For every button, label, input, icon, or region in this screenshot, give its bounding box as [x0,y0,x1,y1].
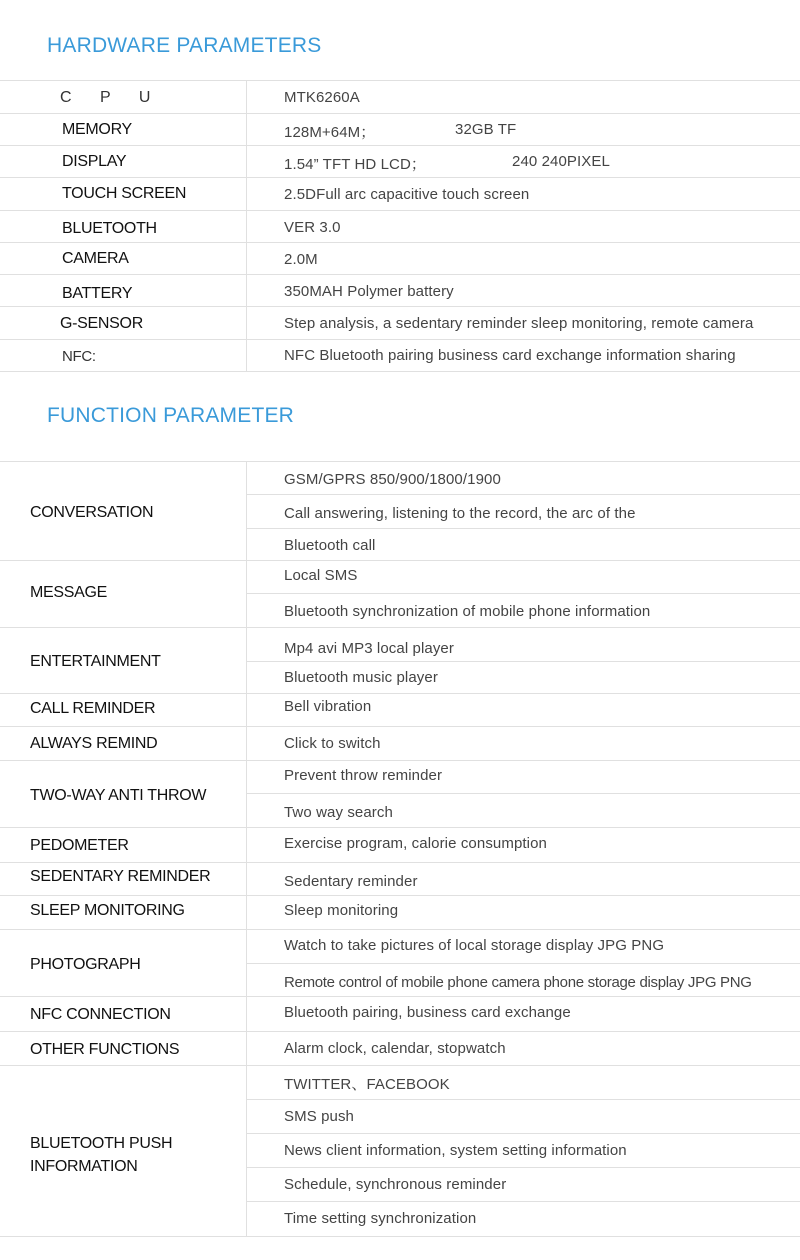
row-label: TWO-WAY ANTI THROW [30,787,207,804]
row-label: NFC: [62,348,96,365]
row-value: Click to switch [284,735,381,752]
row-value: Remote control of mobile phone camera phone storage display JPG PNG [284,974,752,991]
table-divider [0,80,800,81]
row-value-secondary: 32GB TF [455,121,517,138]
row-label: G-SENSOR [60,315,143,332]
row-value: Prevent throw reminder [284,767,443,784]
row-label: PEDOMETER [30,837,129,854]
row-value-secondary: 240 240PIXEL [512,153,610,170]
table-subdivider [247,793,800,794]
row-label: CALL REMINDER [30,700,156,717]
row-label: MEMORY [62,121,132,138]
table-divider [0,862,800,863]
row-value: VER 3.0 [284,219,341,236]
row-value: Watch to take pictures of local storage display JPG PNG [284,937,665,954]
row-value: Bluetooth synchronization of mobile phone information [284,603,651,620]
row-value: NFC Bluetooth pairing business card exchange information sharing [284,347,736,364]
function-section-title: FUNCTION PARAMETER [47,404,295,427]
row-value: 1.54” TFT HD LCD； [284,156,427,173]
table-subdivider [247,593,800,594]
row-value: Sleep monitoring [284,902,399,919]
row-label: BLUETOOTH PUSH [30,1135,173,1152]
row-value: Sedentary reminder [284,873,418,890]
table-subdivider [247,1099,800,1100]
table-divider [0,827,800,828]
row-value: Step analysis, a sedentary reminder sleep monitoring, remote camera [284,315,754,332]
column-divider [246,461,247,1236]
row-value: 2.0M [284,251,318,268]
table-divider [0,306,800,307]
table-subdivider [247,528,800,529]
row-value: MTK6260A [284,89,360,106]
table-subdivider [247,1201,800,1202]
table-divider [0,274,800,275]
row-value: Alarm clock, calendar, stopwatch [284,1040,506,1057]
table-divider [0,1236,800,1237]
row-value: Mp4 avi MP3 local player [284,640,454,657]
table-divider [0,560,800,561]
row-label: ALWAYS REMIND [30,735,158,752]
row-value: Bluetooth music player [284,669,438,686]
table-divider [0,726,800,727]
table-divider [0,1031,800,1032]
row-value: Call answering, listening to the record, the arc of the [284,505,636,522]
row-label: ENTERTAINMENT [30,653,161,670]
row-value: 350MAH Polymer battery [284,283,454,300]
row-label-line2: INFORMATION [30,1158,138,1175]
row-value: News client information, system setting information [284,1142,627,1159]
table-divider [0,929,800,930]
table-subdivider [247,1167,800,1168]
row-value: 2.5DFull arc capacitive touch screen [284,186,530,203]
table-divider [0,996,800,997]
row-value: Bell vibration [284,698,372,715]
row-value: Time setting synchronization [284,1210,477,1227]
row-label: BATTERY [62,285,133,302]
table-divider [0,339,800,340]
row-value: Bluetooth pairing, business card exchange [284,1004,571,1021]
row-label: CAMERA [62,250,129,267]
row-label: SLEEP MONITORING [30,902,185,919]
row-value: TWITTER、FACEBOOK [284,1076,450,1093]
table-divider [0,760,800,761]
row-label: OTHER FUNCTIONS [30,1041,180,1058]
row-value: 128M+64M； [284,124,376,141]
table-divider [0,242,800,243]
row-label: DISPLAY [62,153,127,170]
row-label: TOUCH SCREEN [62,185,187,202]
table-divider [0,145,800,146]
table-subdivider [247,494,800,495]
table-subdivider [247,1133,800,1134]
row-value: Bluetooth call [284,537,376,554]
row-label: PHOTOGRAPH [30,956,141,973]
row-label: MESSAGE [30,584,108,601]
table-divider [0,895,800,896]
hardware-section-title: HARDWARE PARAMETERS [47,34,322,57]
row-label: BLUETOOTH [62,220,157,237]
row-value: GSM/GPRS 850/900/1800/1900 [284,471,501,488]
table-divider [0,693,800,694]
table-divider [0,113,800,114]
table-subdivider [247,963,800,964]
table-subdivider [247,661,800,662]
row-label: CONVERSATION [30,504,154,521]
table-divider [0,177,800,178]
row-value: SMS push [284,1108,354,1125]
row-value: Local SMS [284,567,358,584]
column-divider [246,80,247,371]
table-divider [0,627,800,628]
row-label: NFC CONNECTION [30,1006,171,1023]
table-divider [0,461,800,462]
row-value: Two way search [284,804,393,821]
table-divider [0,210,800,211]
row-label: C P U [60,89,163,106]
table-divider [0,1065,800,1066]
row-value: Schedule, synchronous reminder [284,1176,507,1193]
table-divider [0,371,800,372]
row-label: SEDENTARY REMINDER [30,868,211,885]
row-value: Exercise program, calorie consumption [284,835,547,852]
